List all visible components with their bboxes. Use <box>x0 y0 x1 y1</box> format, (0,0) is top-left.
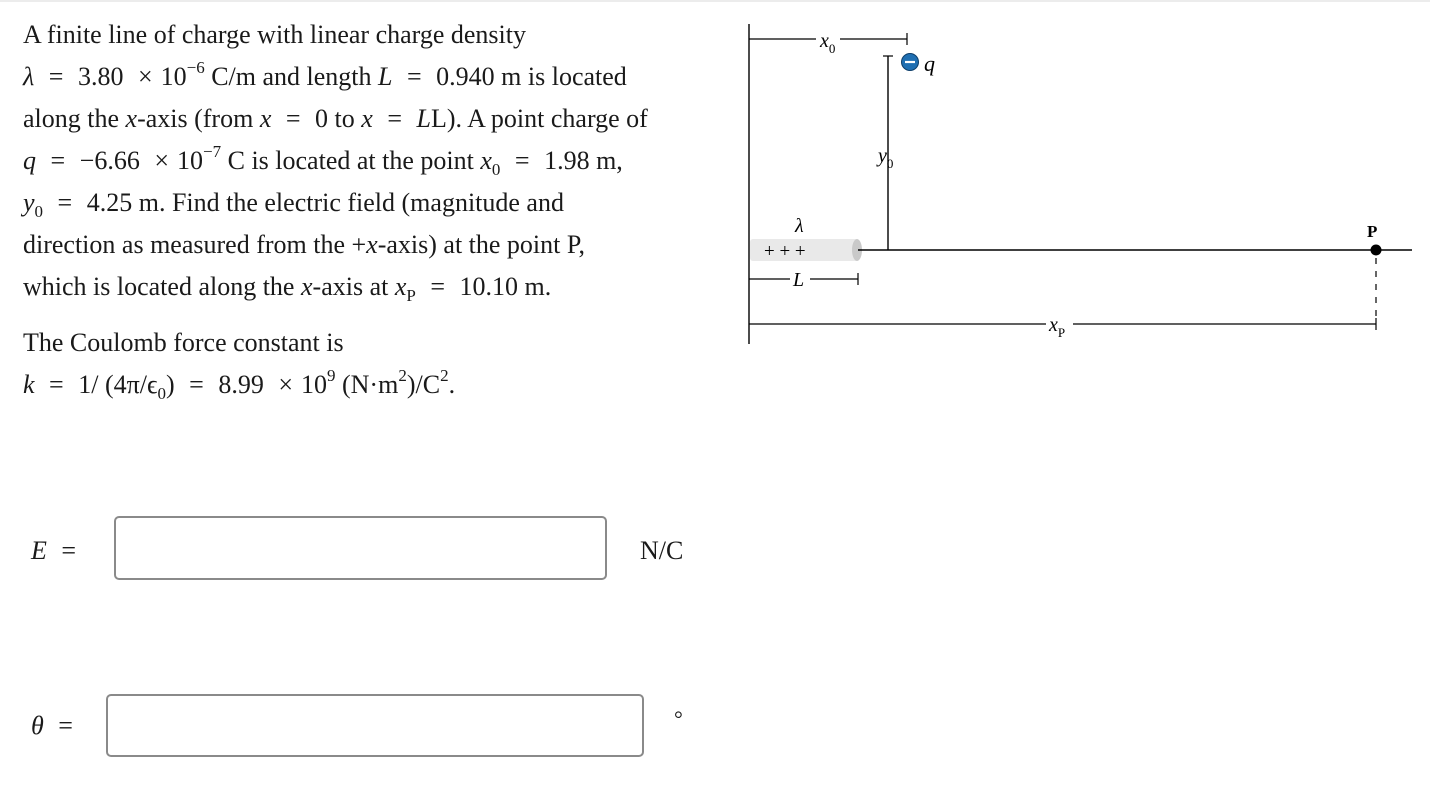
problem-statement <box>23 14 723 406</box>
xp-value: 10.10 m. <box>459 272 552 301</box>
xp-subscript: P <box>406 286 416 306</box>
charge-value: −6.66 <box>79 146 140 175</box>
problem-text: 0 to <box>315 104 355 133</box>
k-symbol: k <box>23 370 35 399</box>
length-value: 0.940 m is located <box>436 62 627 91</box>
y0-label: $y_0$ <box>878 145 894 171</box>
lambda-unit-text: C/m and length <box>211 62 372 91</box>
problem-line-2 <box>23 56 723 98</box>
power-base: 10 <box>301 370 327 399</box>
lambda-exponent: −6 <box>186 58 205 78</box>
times-sign: × <box>154 146 170 175</box>
coulomb-constant <box>23 364 723 406</box>
k-unit: )/C <box>406 370 441 399</box>
x0-value: 1.98 m, <box>544 146 623 175</box>
theta-symbol: θ <box>31 711 44 740</box>
epsilon-subscript: 0 <box>157 384 166 404</box>
plus-signs: + + + <box>764 241 806 262</box>
k-unit: (N·m <box>342 370 399 399</box>
equals-sign: = <box>57 188 73 217</box>
theta-input[interactable] <box>106 694 644 757</box>
times-sign: × <box>278 370 293 399</box>
xp-label: $x_P$ <box>1049 314 1066 340</box>
e-symbol: E <box>31 536 47 565</box>
problem-text: A finite line of charge with linear charge density <box>23 20 526 49</box>
problem-line-5 <box>23 182 723 224</box>
length-symbol: L <box>378 62 393 91</box>
theta-label <box>31 711 81 741</box>
e-field-unit: N/C <box>640 536 684 565</box>
coulomb-intro <box>23 322 723 364</box>
paragraph-gap <box>23 308 723 322</box>
period: . <box>448 370 456 399</box>
x-symbol: x <box>366 230 378 259</box>
x0-subscript: 0 <box>491 160 501 180</box>
power-base: 10 <box>160 62 187 91</box>
problem-text: -axis) at the point P, <box>377 230 585 259</box>
equals-sign: = <box>430 272 446 301</box>
charge-label: q <box>924 51 935 76</box>
charge-symbol: q <box>23 146 36 175</box>
problem-text: The Coulomb force constant is <box>23 328 344 357</box>
x-symbol: x <box>125 104 138 133</box>
lambda-value: 3.80 <box>77 62 124 91</box>
k-mantissa: 8.99 <box>218 370 264 399</box>
equals-sign: = <box>285 104 301 133</box>
lambda-label: λ <box>795 215 804 237</box>
unit-exponent: 2 <box>398 366 407 386</box>
y0-symbol: y <box>23 188 35 217</box>
problem-line-1 <box>23 14 723 56</box>
equals-sign: = <box>49 370 64 399</box>
degree-unit: ° <box>674 706 683 731</box>
equals-sign: = <box>48 62 64 91</box>
problem-text: direction as measured from the + <box>23 230 367 259</box>
lambda-symbol: λ <box>23 62 35 91</box>
point-p-label: P <box>1367 222 1378 241</box>
k-exponent: 9 <box>327 366 336 386</box>
problem-line-3 <box>23 98 723 140</box>
problem-text: along the <box>23 104 120 133</box>
charge-unit-text: C is located at the point <box>227 146 474 175</box>
problem-text: -axis at <box>312 272 389 301</box>
x-symbol: x <box>300 272 313 301</box>
problem-text: L). A point charge of <box>430 104 648 133</box>
x0-label: $x_0$ <box>820 30 836 56</box>
point-p-dot <box>1371 245 1382 256</box>
charge-exponent: −7 <box>203 142 222 162</box>
e-field-input[interactable] <box>114 516 607 580</box>
unit-exponent: 2 <box>440 366 449 386</box>
k-expression: 1/ (4π/ϵ <box>78 370 158 399</box>
equals-sign: = <box>407 62 422 91</box>
problem-line-4 <box>23 140 723 182</box>
equals-sign: = <box>61 536 77 565</box>
equals-sign: = <box>387 104 402 133</box>
problem-line-7 <box>23 266 723 308</box>
equals-sign: = <box>189 370 204 399</box>
x-symbol: x <box>259 104 272 133</box>
charge-diagram <box>740 14 1420 354</box>
times-sign: × <box>137 62 153 91</box>
length-symbol: L <box>416 104 431 133</box>
e-field-label <box>31 536 84 566</box>
length-label: L <box>793 269 805 291</box>
y0-subscript: 0 <box>34 202 44 222</box>
x0-symbol: x <box>480 146 492 175</box>
power-base: 10 <box>177 146 204 175</box>
problem-line-6 <box>23 224 723 266</box>
x-symbol: x <box>361 104 373 133</box>
k-expression-close: ) <box>165 370 175 399</box>
equals-sign: = <box>58 711 73 740</box>
top-divider <box>0 0 1430 2</box>
equals-sign: = <box>50 146 66 175</box>
xp-symbol: x <box>394 272 407 301</box>
y0-value: 4.25 m. Find the electric field (magnitude and <box>86 188 564 217</box>
problem-text: which is located along the <box>23 272 295 301</box>
equals-sign: = <box>514 146 530 175</box>
problem-text: -axis (from <box>137 104 254 133</box>
